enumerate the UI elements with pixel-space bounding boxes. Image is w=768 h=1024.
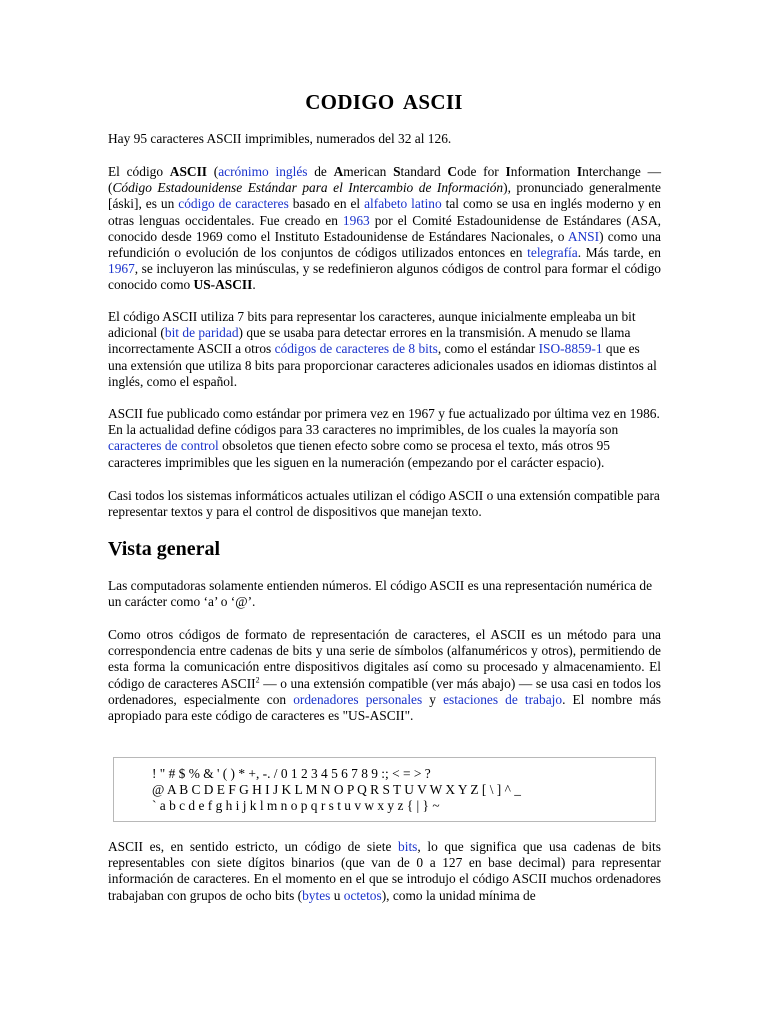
- link-ansi[interactable]: ANSI: [567, 228, 600, 244]
- link-iso-8859-1[interactable]: ISO-8859-1: [538, 341, 603, 357]
- link-octetos[interactable]: octetos: [343, 887, 382, 903]
- link-codigo-de-caracteres[interactable]: código de caracteres: [178, 196, 289, 212]
- intro-paragraph: Hay 95 caracteres ASCII imprimibles, numerados del 32 al 126.: [108, 131, 452, 146]
- overview-paragraph: Las computadoras solamente entienden números. El código ASCII es una representación numérica de un carácter como ‘a’ o ‘@’.: [108, 578, 653, 610]
- link-bit-de-paridad[interactable]: bit de paridad: [164, 325, 239, 341]
- link-ingles[interactable]: inglés: [275, 164, 308, 179]
- link-estaciones-de-trabajo[interactable]: estaciones de trabajo: [443, 691, 563, 707]
- history-paragraph: ASCII fue publicado como estándar por primera vez en 1967 y fue actualizado por última vez en 1986. En la actualidad define códigos para 33 caracteres no imprimibles, de los cuales la mayoría son caracteres de control obsoletos que tienen efecto sobre como se procesa el texto, más otros 95 caracteres imprimibles que les siguen en la numeración (empezando por el carácter espacio).: [108, 406, 660, 470]
- ascii-line-3: ` a b c d e f g h i j k l m n o p q r s t u v w x y z { | } ~: [152, 798, 440, 813]
- seven-bits-paragraph: ASCII es, en sentido estricto, un código de siete bits, lo que significa que usa cadenas de bits representables con siete dígitos binarios (que van de 0 a 127 en base decimal) para representar información de caracteres. En el momento en el que se introdujo el código ASCII muchos ordenadores trabajaban con grupos de ocho bits (bytes u octetos), como la unidad mínima de: [108, 839, 661, 903]
- format-paragraph: Como otros códigos de formato de representación de caracteres, el ASCII es un método para una correspondencia entre cadenas de bits y una serie de símbolos (alfanuméricos y otros), permitiendo de esta forma la comunicación entre dispositivos digitales así como su procesado y almacenamiento. El código de caracteres ASCII$^2$ — o una extensión compatible (ver más abajo) — se usa casi en todos los ordenadores, especialmente con ordenadores personales y estaciones de trabajo. El nombre más apropiado para este código de caracteres es "US-ASCII".: [108, 627, 662, 724]
- link-bits[interactable]: bits: [398, 839, 418, 854]
- link-acronimo[interactable]: acrónimo: [218, 164, 269, 179]
- link-codigos-8-bits[interactable]: códigos de caracteres de 8 bits: [274, 341, 438, 357]
- link-1963[interactable]: 1963: [342, 212, 370, 228]
- ascii-characters-box: [113, 757, 656, 822]
- ascii-line-2: @ A B C D E F G H I J K L M N O P Q R S T U V W X Y Z [ \ ] ^ _: [152, 782, 521, 797]
- link-1967[interactable]: 1967: [108, 261, 135, 277]
- definition-paragraph: El código ASCII (acrónimo inglés de American Standard Code for Information Interchange — (Código Estadounidense Estándar para el Intercambio de Información), pronunciado generalmente [áski], es un código de caracteres basado en el alfabeto latino tal como se usa en inglés moderno y en otras lenguas occidentales. Fue creado en 1963 por el Comité Estadounidense de Estándares (ASA, conocido desde 1969 como el Instituto Estadounidense de Estándares Nacionales, o ANSI) como una refundición o evolución de los conjuntos de códigos utilizados entonces en telegrafía. Más tarde, en 1967, se incluyeron las minúsculas, y se redefinieron algunos códigos de control para formar el código conocido como US-ASCII.: [108, 164, 662, 293]
- bits-paragraph: El código ASCII utiliza 7 bits para representar los caracteres, aunque inicialmente empleaba un bit adicional (bit de paridad) que se usaba para detectar errores en la transmisión. A menudo se llama incorrectamente ASCII a otros códigos de caracteres de 8 bits, como el estándar ISO-8859-1 que es una extensión que utiliza 8 bits para proporcionar caracteres adicionales usados en idiomas distintos al inglés, como el español.: [108, 309, 657, 389]
- link-telegrafia[interactable]: telegrafía: [527, 245, 578, 261]
- page-title: CODIGO ASCII: [305, 90, 463, 114]
- section-title-vista-general: Vista general: [108, 538, 221, 560]
- ascii-line-1: ! " # $ % & ' ( ) * +, -. / 0 1 2 3 4 5 6 7 8 9 :; < = > ?: [152, 766, 431, 781]
- link-bytes[interactable]: bytes: [302, 887, 331, 903]
- link-ordenadores-personales[interactable]: ordenadores personales: [293, 691, 423, 707]
- usage-paragraph: Casi todos los sistemas informáticos actuales utilizan el código ASCII o una extensión compatible para representar textos y para el control de dispositivos que manejan texto.: [108, 488, 660, 520]
- link-alfabeto-latino[interactable]: alfabeto latino: [364, 196, 442, 212]
- link-caracteres-de-control[interactable]: caracteres de control: [108, 438, 219, 454]
